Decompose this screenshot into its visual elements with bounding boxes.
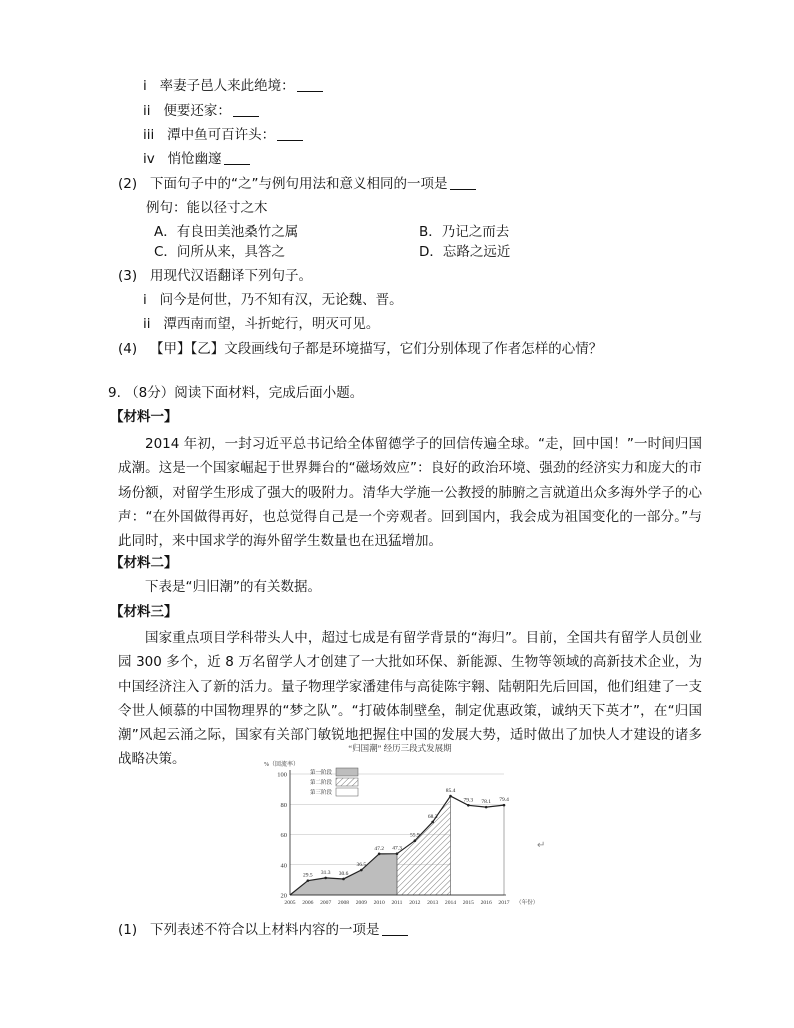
x-tick-label: 2007 bbox=[320, 900, 332, 906]
x-tick-label: 2005 bbox=[284, 900, 296, 906]
data-point bbox=[342, 878, 345, 881]
y-tick-label: 60 bbox=[280, 832, 287, 839]
answer-blank[interactable] bbox=[297, 77, 323, 92]
data-label: 47.2 bbox=[374, 845, 384, 852]
material-2-text: 下表是“归旧潮”的有关数据。 bbox=[145, 579, 321, 595]
data-label: 68.3 bbox=[427, 813, 438, 820]
option-c[interactable]: C．问所从来，具答之 bbox=[154, 244, 285, 260]
legend-label: 第三阶段 bbox=[310, 790, 333, 796]
x-tick-label: 2013 bbox=[427, 900, 439, 906]
y-tick-label: 40 bbox=[280, 862, 287, 870]
x-tick-label: 2016 bbox=[480, 900, 492, 906]
q9-header: 9. （8分）阅读下面材料，完成后面小题。 bbox=[108, 385, 364, 401]
material-1-title: 【材料一】 bbox=[110, 409, 178, 425]
data-label: 30.6 bbox=[338, 870, 349, 877]
legend-label: 第二阶段 bbox=[310, 780, 333, 786]
material-3-title: 【材料三】 bbox=[110, 604, 178, 620]
data-label: 79.3 bbox=[463, 797, 474, 804]
x-tick-label: 2012 bbox=[409, 900, 421, 906]
return-mark: ↵ bbox=[537, 840, 546, 851]
q8-example: 例句：能以径寸之木 bbox=[146, 200, 268, 216]
data-label: 31.3 bbox=[320, 869, 331, 876]
data-label: 29.5 bbox=[303, 872, 313, 879]
legend-swatch bbox=[336, 768, 358, 776]
x-tick-label: 2006 bbox=[302, 900, 314, 906]
q8-sub1-item-i: i 率妻子邑人来此绝境： bbox=[143, 76, 323, 96]
q8-sub4-question: (4) 【甲】【乙】文段画线句子都是环境描写，它们分别体现了作者怎样的心情？ bbox=[118, 341, 603, 357]
answer-blank[interactable] bbox=[277, 126, 303, 141]
x-tick-label: 2009 bbox=[355, 900, 367, 906]
x-tick-label: 2010 bbox=[373, 900, 385, 906]
legend-label: 第一阶段 bbox=[310, 770, 333, 776]
data-point bbox=[414, 839, 417, 842]
answer-blank[interactable] bbox=[450, 175, 476, 190]
material-3-text: 国家重点项目学科带头人中，超过七成是有留学背景的“海归”。目前，全国共有留学人员创业园 300 多个，近 8 万名留学人才创建了一大批如环保、新能源、生物等领域的高新技术企业，为中国经济注入了新的活力。量子物理学家潘建伟与高徒陈宇翱、陆朝阳先后回国，他们组建了一支令世人倾慕的中国物理界的“梦之队”。“打破体制壁垒，制定优惠政策，诚纳天下英才”，在“归国潮”风起云涌之际，国家有关部门敏锐地把握住中国的发展大势，适时做出了加快人才建设的诸多战略决策。 bbox=[118, 630, 702, 768]
data-point bbox=[503, 804, 506, 807]
stage-3-area bbox=[451, 796, 505, 895]
q8-sub3-question: (3) 用现代汉语翻译下列句子。 bbox=[118, 268, 312, 284]
y-tick-label: 20 bbox=[280, 892, 287, 900]
q8-sub1-item-iii: iii 潭中鱼可百许头： bbox=[143, 125, 303, 145]
option-b[interactable]: B．乃记之而去 bbox=[419, 224, 510, 240]
material-1-text: 2014 年初，一封习近平总书记给全体留德学子的回信传遍全球。“走，回中国！”一时间归国成潮。这是一个国家崛起于世界舞台的“磁场效应”：良好的政治环境、强劲的经济实力和庞大的市场份额，对留学生形成了强大的吸附力。清华大学施一公教授的肺腑之言就道出众多海外学子的心声：“在外国做得再好，也总觉得自己是一个旁观者。回到国内，我会成为祖国变化的一部分。”与此同时，来中国求学的海外留学生数量也在迅猛增加。 bbox=[118, 436, 702, 550]
legend-swatch bbox=[336, 788, 358, 796]
data-label: 47.3 bbox=[392, 845, 402, 852]
return-wave-chart bbox=[262, 740, 539, 912]
stage-2-area bbox=[397, 796, 451, 895]
x-tick-label: 2015 bbox=[462, 900, 474, 906]
data-point bbox=[360, 869, 363, 872]
data-point bbox=[467, 804, 470, 807]
y-axis-label: %（回流率） bbox=[264, 762, 299, 768]
data-label: 79.4 bbox=[499, 797, 509, 804]
q8-sub2-question: (2) 下面句子中的“之”与例句用法和意义相同的一项是 bbox=[118, 174, 476, 194]
y-tick-label: 80 bbox=[280, 801, 287, 809]
data-point bbox=[307, 879, 310, 882]
material-2-title: 【材料二】 bbox=[110, 555, 178, 571]
data-point bbox=[396, 852, 399, 855]
q9-sub1-question: (1) 下列表述不符合以上材料内容的一项是 bbox=[118, 920, 408, 940]
x-tick-label: 2008 bbox=[337, 900, 350, 906]
data-point bbox=[324, 877, 327, 880]
data-label: 85.4 bbox=[445, 788, 456, 795]
q8-sub3-item-i: i 问今是何世，乃不知有汉，无论魏、晋。 bbox=[143, 292, 403, 308]
chart-title: “归国潮” 经历三段式发展期 bbox=[348, 743, 452, 753]
data-point bbox=[378, 853, 381, 856]
x-tick-label: 2017 bbox=[498, 900, 510, 906]
data-point bbox=[449, 795, 452, 798]
q8-sub3-item-ii: ii 潭西南而望，斗折蛇行，明灭可见。 bbox=[143, 316, 380, 332]
data-label: 78.1 bbox=[481, 799, 491, 806]
data-label: 55.9 bbox=[410, 832, 420, 839]
y-tick-label: 100 bbox=[277, 771, 287, 779]
x-tick-label: 2011 bbox=[391, 900, 403, 906]
legend-swatch bbox=[336, 778, 358, 786]
q8-sub1-item-ii: ii 便要还家： bbox=[143, 101, 259, 121]
data-point bbox=[485, 806, 488, 809]
answer-blank[interactable] bbox=[233, 102, 259, 117]
data-label: 36.5 bbox=[356, 862, 367, 869]
q8-sub1-item-iv: iv 悄怆幽邃 bbox=[143, 149, 250, 169]
option-d[interactable]: D．忘路之远近 bbox=[419, 244, 511, 260]
answer-blank[interactable] bbox=[224, 150, 250, 165]
option-a[interactable]: A．有良田美池桑竹之属 bbox=[154, 224, 299, 240]
data-point bbox=[431, 821, 434, 824]
x-tick-label: 2014 bbox=[444, 900, 457, 906]
x-axis-label: （年份） bbox=[516, 900, 539, 906]
answer-blank[interactable] bbox=[382, 921, 408, 936]
